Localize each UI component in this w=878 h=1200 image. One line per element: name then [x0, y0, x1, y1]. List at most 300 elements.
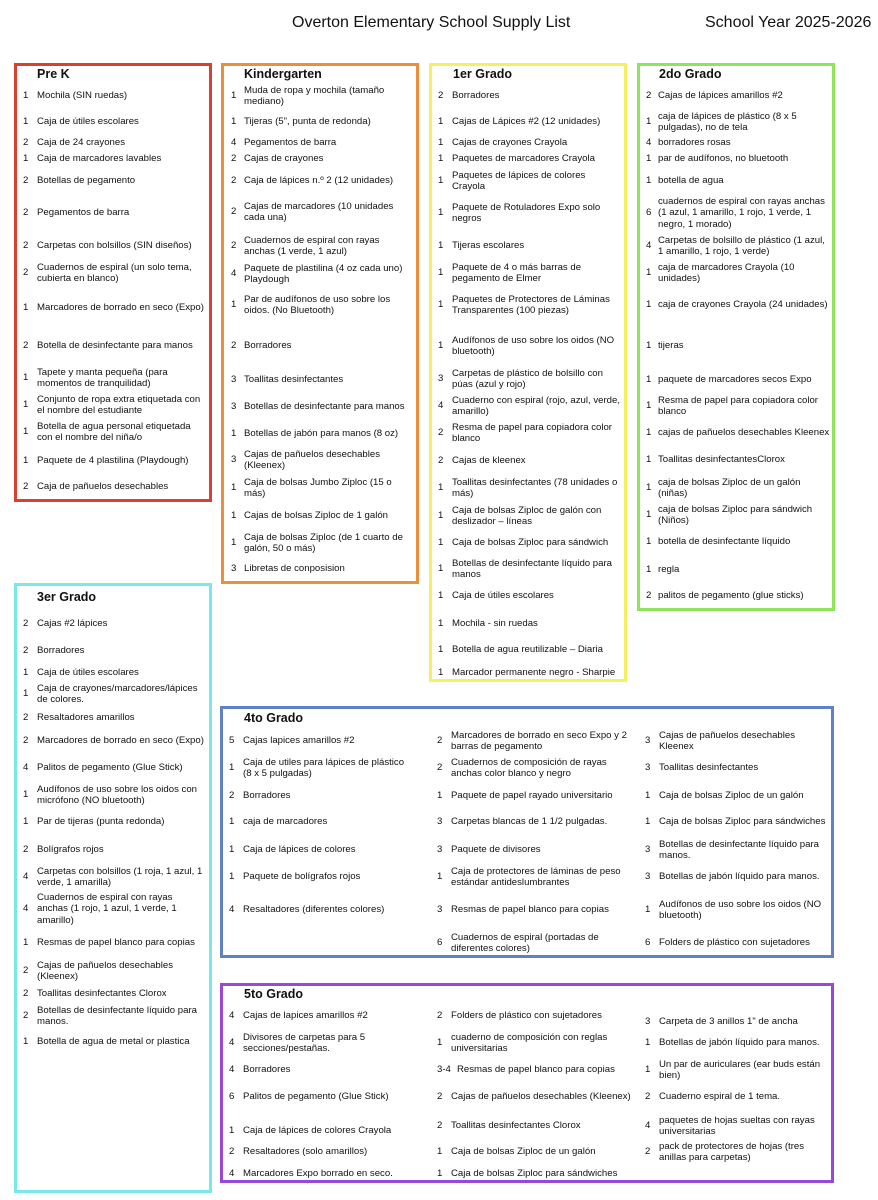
- item-description: Marcadores de borrado en seco (Expo): [37, 735, 204, 747]
- item-description: Resmas de papel blanco para copias: [457, 1064, 615, 1076]
- item-quantity: 2: [437, 1091, 443, 1103]
- item-description: Marcadores Expo borrado en seco.: [243, 1168, 393, 1180]
- item-quantity: 1: [23, 372, 29, 384]
- item-quantity: 4: [229, 1010, 235, 1022]
- item-description: Resaltadores (solo amarillos): [243, 1146, 368, 1158]
- supply-item: [437, 1083, 631, 1111]
- item-quantity: 1: [23, 90, 29, 102]
- item-description: paquetes de hojas sueltas con rayas universitarias: [659, 1114, 815, 1137]
- item-description: Marcadores de borrado en seco Expo y 2 barras de pegamento: [451, 729, 627, 752]
- supply-item: [645, 782, 829, 810]
- item-description: Paquetes de Protectores de Láminas Transparentes (100 piezas): [452, 293, 610, 316]
- supply-item: [646, 446, 830, 474]
- item-quantity: 6: [646, 207, 652, 219]
- item-description: Botellas de jabón líquido para manos.: [659, 871, 820, 883]
- supply-item: [438, 659, 620, 687]
- grade-title-prek: Pre K: [37, 67, 70, 81]
- supply-item: [646, 167, 830, 195]
- item-quantity: 4: [646, 137, 652, 149]
- supply-item: [231, 420, 411, 448]
- item-quantity: 1: [646, 482, 652, 494]
- supply-item: [231, 82, 411, 110]
- item-description: Resmas de papel blanco para copias: [37, 937, 195, 949]
- item-description: caja de lápices de plástico (8 x 5 pulgadas), no de tela: [658, 110, 797, 133]
- supply-item: [231, 393, 411, 421]
- supply-item: [23, 836, 206, 864]
- supply-item: [437, 727, 631, 755]
- supply-item: [646, 366, 830, 394]
- item-quantity: 2: [438, 90, 444, 102]
- item-description: Divisores de carpetas para 5 secciones/pestañas.: [243, 1031, 366, 1054]
- item-description: Cajas de lapices amarillos #2: [243, 1010, 368, 1022]
- supply-item: [231, 332, 411, 360]
- item-quantity: 3: [231, 563, 237, 575]
- item-description: Resmas de papel blanco para copias: [451, 904, 609, 916]
- item-quantity: 4: [229, 1168, 235, 1180]
- item-quantity: 1: [438, 175, 444, 187]
- item-description: Par de tijeras (punta redonda): [37, 816, 165, 828]
- supply-item: [645, 929, 829, 957]
- item-quantity: 1: [645, 790, 651, 802]
- item-description: Caja de bolsas Ziploc para sándwiches: [659, 816, 826, 828]
- item-quantity: 1: [438, 667, 444, 679]
- item-description: tijeras: [658, 340, 684, 352]
- item-quantity: 1: [646, 116, 652, 128]
- item-description: Resaltadores amarillos: [37, 712, 135, 724]
- item-quantity: 2: [229, 790, 235, 802]
- item-description: Caja de lápices de colores: [243, 844, 356, 856]
- item-description: Carpetas de plástico de bolsillo con púas (azul y rojo): [452, 367, 603, 390]
- supply-item: [23, 332, 205, 360]
- supply-item: [437, 896, 631, 924]
- item-quantity: 2: [23, 207, 29, 219]
- supply-item: [229, 727, 413, 755]
- supply-item: [229, 1160, 413, 1188]
- item-description: Botella de agua de metal or plastica: [37, 1036, 190, 1048]
- item-description: Caja de bolsas Ziploc para sándwiches: [451, 1168, 618, 1180]
- item-description: Resma de papel para copiadora color blanco: [452, 421, 612, 444]
- item-quantity: 3: [437, 904, 443, 916]
- item-description: Libretas de conposision: [244, 563, 345, 575]
- item-quantity: 6: [229, 1091, 235, 1103]
- grade-title-grade1: 1er Grado: [453, 67, 513, 81]
- supply-item: [437, 1160, 631, 1188]
- item-quantity: 2: [23, 340, 29, 352]
- supply-item: [646, 528, 830, 556]
- supply-item: [231, 291, 411, 319]
- item-quantity: 3: [231, 374, 237, 386]
- supply-item: [645, 1112, 829, 1140]
- supply-item: [645, 1083, 829, 1111]
- item-quantity: 4: [23, 871, 29, 883]
- item-description: Par de audífonos de uso sobre los oidos. (No Bluetooth): [244, 293, 391, 316]
- item-description: Caja de 24 crayones: [37, 137, 125, 149]
- item-quantity: 4: [23, 762, 29, 774]
- item-quantity: 2: [437, 1010, 443, 1022]
- item-quantity: 3: [437, 816, 443, 828]
- grade-title-grade5: 5to Grado: [244, 987, 304, 1001]
- item-quantity: 1: [437, 790, 443, 802]
- supply-item: [438, 502, 620, 530]
- item-quantity: 1: [229, 871, 235, 883]
- supply-item: [23, 1028, 206, 1056]
- item-quantity: 4: [645, 1120, 651, 1132]
- item-quantity: 2: [645, 1146, 651, 1158]
- item-description: cuadernos de espiral con rayas anchas (1 azul, 1 amarillo, 1 rojo, 1 verde, 1 negro, 1 morado): [658, 195, 825, 230]
- item-quantity: 1: [438, 510, 444, 522]
- item-description: Cajas de pañuelos desechables (Kleenex): [244, 448, 381, 471]
- item-description: Mochila - sin ruedas: [452, 618, 538, 630]
- item-quantity: 1: [437, 871, 443, 883]
- item-description: Cajas de lápices amarillos #2: [658, 90, 783, 102]
- item-description: Paquete de divisores: [451, 844, 541, 856]
- item-quantity: 1: [646, 299, 652, 311]
- item-quantity: 3: [645, 871, 651, 883]
- grade-title-grade3: 3er Grado: [37, 590, 97, 604]
- supply-item: [23, 781, 206, 809]
- supply-item: [23, 473, 205, 501]
- item-description: Cuadernos de composición de rayas anchas color blanco y negro: [451, 756, 607, 779]
- item-quantity: 4: [231, 137, 237, 149]
- item-quantity: 1: [23, 426, 29, 438]
- item-quantity: 1: [438, 537, 444, 549]
- supply-item: [229, 1056, 413, 1084]
- school-year: School Year 2025-2026: [705, 14, 872, 31]
- item-description: paquete de marcadores secos Expo: [658, 374, 812, 386]
- item-description: borradores rosas: [658, 137, 731, 149]
- item-quantity: 1: [23, 688, 29, 700]
- item-quantity: 1: [229, 762, 235, 774]
- item-description: Toallitas desinfectantes Clorox: [37, 988, 167, 1000]
- supply-item: [646, 232, 830, 260]
- item-quantity: 1: [438, 618, 444, 630]
- item-quantity: 2: [229, 1146, 235, 1158]
- item-quantity: 1: [23, 937, 29, 949]
- item-quantity: 1: [646, 153, 652, 165]
- item-description: Cajas de pañuelos desechables Kleenex: [659, 729, 796, 752]
- item-description: Carpetas blancas de 1 1/2 pulgadas.: [451, 816, 608, 828]
- item-description: regla: [658, 564, 680, 576]
- item-quantity: 1: [646, 374, 652, 386]
- item-quantity: 2: [23, 137, 29, 149]
- item-description: Caja de lápices de colores Crayola: [243, 1125, 392, 1137]
- item-quantity: 1: [438, 137, 444, 149]
- item-description: Botella de desinfectante para manos: [37, 340, 193, 352]
- item-description: Caja de bolsas Ziploc de un galón: [659, 790, 804, 802]
- item-quantity: 2: [23, 844, 29, 856]
- supply-item: [23, 808, 206, 836]
- item-description: Borradores: [243, 1064, 291, 1076]
- supply-item: [23, 727, 206, 755]
- item-description: Botella de agua personal etiquetada con el nombre del niña/o: [37, 420, 191, 443]
- item-description: Cuadernos de espiral (portadas de diferentes colores): [451, 931, 599, 954]
- item-quantity: 1: [231, 482, 237, 494]
- item-quantity: 1: [438, 207, 444, 219]
- supply-item: [646, 474, 830, 502]
- supply-item: [229, 1029, 413, 1057]
- item-quantity: 3: [231, 454, 237, 466]
- item-description: Paquete de 4 plastilina (Playdough): [37, 455, 189, 467]
- item-description: botella de desinfectante líquido: [658, 536, 791, 548]
- supply-item: [645, 1029, 829, 1057]
- item-description: Caja de protectores de láminas de peso estándar antideslumbrantes: [451, 865, 621, 888]
- item-quantity: 1: [23, 816, 29, 828]
- supply-item: [23, 929, 206, 957]
- item-quantity: 4: [646, 240, 652, 252]
- item-quantity: 4: [438, 400, 444, 412]
- item-description: Cajas de pañuelos desechables (Kleenex): [37, 959, 174, 982]
- item-description: Caja de bolsas Ziploc de un galón: [451, 1146, 596, 1158]
- item-quantity: 1: [231, 116, 237, 128]
- item-description: Toallitas desinfectantes: [659, 762, 759, 774]
- supply-item: [229, 863, 413, 891]
- item-quantity: 2: [438, 455, 444, 467]
- item-quantity: 1: [645, 816, 651, 828]
- supply-item: [437, 782, 631, 810]
- item-quantity: 1: [437, 1037, 443, 1049]
- item-description: caja de bolsas Ziploc para sándwich (Niños): [658, 503, 813, 526]
- item-description: Toallitas desinfectantes Clorox: [451, 1120, 581, 1132]
- item-quantity: 2: [23, 735, 29, 747]
- supply-item: [438, 232, 620, 260]
- item-description: Resaltadores (diferentes colores): [243, 904, 385, 916]
- item-quantity: 2: [23, 645, 29, 657]
- item-quantity: 1: [229, 1125, 235, 1137]
- item-quantity: 1: [646, 175, 652, 187]
- item-quantity: 2: [23, 1010, 29, 1022]
- item-description: Caja de bolsas Ziploc (de 1 cuarto de galón, 50 o más): [244, 531, 403, 554]
- item-quantity: 1: [23, 153, 29, 165]
- item-description: Caja de útiles escolares: [37, 667, 139, 679]
- supply-item: [438, 610, 620, 638]
- supply-item: [231, 232, 411, 260]
- item-quantity: 3: [645, 735, 651, 747]
- supply-item: [437, 1112, 631, 1140]
- item-quantity: 4: [229, 904, 235, 916]
- item-description: Cajas de pañuelos desechables (Kleenex): [451, 1091, 631, 1103]
- supply-item: [23, 199, 205, 227]
- item-description: Cuaderno con espiral (rojo, azul, verde, amarillo): [452, 394, 620, 417]
- item-quantity: 3: [645, 844, 651, 856]
- item-quantity: 1: [438, 267, 444, 279]
- supply-item: [438, 419, 620, 447]
- supply-item: [438, 82, 620, 110]
- supply-item: [437, 1029, 631, 1057]
- item-description: Caja de utiles para lápices de plástico (8 x 5 pulgadas): [243, 756, 405, 779]
- item-quantity: 6: [645, 937, 651, 949]
- item-quantity: 1: [231, 510, 237, 522]
- item-description: Carpetas de bolsillo de plástico (1 azul, 1 amarillo, 1 rojo, 1 verde): [658, 234, 825, 257]
- item-description: Audífonos de uso sobre los oidos (NO bluetooth): [452, 334, 615, 357]
- item-quantity: 1: [646, 340, 652, 352]
- supply-item: [438, 555, 620, 583]
- item-description: Marcadores de borrado en seco (Expo): [37, 302, 204, 314]
- item-quantity: 2: [231, 175, 237, 187]
- item-description: Resma de papel para copiadora color blanco: [658, 394, 818, 417]
- item-description: Caja de crayones/marcadores/lápices de colores.: [37, 682, 198, 705]
- item-quantity: 2: [231, 340, 237, 352]
- item-description: botella de agua: [658, 175, 724, 187]
- item-quantity: 1: [23, 789, 29, 801]
- supply-item: [23, 167, 205, 195]
- item-quantity: 2: [23, 618, 29, 630]
- item-quantity: 3: [645, 762, 651, 774]
- item-description: Botellas de desinfectante para manos: [244, 401, 405, 413]
- item-quantity: 2: [646, 590, 652, 602]
- grade-title-grade4: 4to Grado: [244, 711, 304, 725]
- item-description: Tijeras (5", punta de redonda): [244, 116, 371, 128]
- supply-item: [23, 259, 205, 287]
- supply-item: [646, 419, 830, 447]
- supply-item: [437, 1002, 631, 1030]
- item-description: Un par de auriculares (ear buds están bien): [659, 1058, 821, 1081]
- supply-item: [646, 392, 830, 420]
- item-description: Toallitas desinfectantes (78 unidades o más): [452, 476, 618, 499]
- supply-item: [437, 929, 631, 957]
- supply-item: [23, 364, 205, 392]
- item-description: Cajas de kleenex: [452, 455, 526, 467]
- item-description: Botellas de pegamento: [37, 175, 136, 187]
- grade-title-grade2: 2do Grado: [659, 67, 722, 81]
- item-description: Paquete de 4 o más barras de pegamento de Elmer: [452, 261, 582, 284]
- supply-item: [438, 582, 620, 610]
- item-description: Borradores: [37, 645, 85, 657]
- item-description: caja de bolsas Ziploc de un galón (niñas): [658, 476, 801, 499]
- supply-item: [229, 782, 413, 810]
- supply-item: [23, 391, 205, 419]
- item-quantity: 1: [437, 1146, 443, 1158]
- item-quantity: 2: [231, 206, 237, 218]
- supply-item: [23, 610, 206, 638]
- item-description: Conjunto de ropa extra etiquetada con el nombre del estudiante: [37, 393, 201, 416]
- item-quantity: 2: [23, 481, 29, 493]
- supply-item: [23, 754, 206, 782]
- supply-item: [229, 808, 413, 836]
- item-description: Paquete de plastilina (4 oz cada uno) Playdough: [244, 262, 403, 285]
- item-description: Cajas #2 lápices: [37, 618, 108, 630]
- item-quantity: 3: [645, 1016, 651, 1028]
- supply-item: [646, 501, 830, 529]
- item-description: caja de marcadores: [243, 816, 328, 828]
- item-description: pack de protectores de hojas (tres anillas para carpetas): [659, 1140, 805, 1163]
- supply-item: [438, 291, 620, 319]
- supply-item: [645, 1138, 829, 1166]
- item-quantity: 2: [231, 240, 237, 252]
- item-description: cajas de pañuelos desechables Kleenex: [658, 427, 830, 439]
- item-quantity: 3: [231, 401, 237, 413]
- item-description: Paquete de papel rayado universitario: [451, 790, 613, 802]
- supply-item: [231, 198, 411, 226]
- item-quantity: 2: [437, 735, 443, 747]
- item-quantity: 1: [438, 482, 444, 494]
- supply-item: [231, 167, 411, 195]
- item-quantity: 2: [23, 240, 29, 252]
- supply-item: [438, 167, 620, 195]
- item-description: Paquete de bolígrafos rojos: [243, 871, 361, 883]
- item-description: Caja de bolsas Ziploc de galón con deslizador – líneas: [452, 504, 602, 527]
- supply-item: [23, 447, 205, 475]
- item-description: Cajas de bolsas Ziploc de 1 galón: [244, 510, 388, 522]
- item-quantity: 1: [646, 400, 652, 412]
- item-description: Botella de agua reutilizable – Diaria: [452, 644, 603, 656]
- supply-item: [23, 232, 205, 260]
- supply-item: [23, 418, 205, 446]
- item-description: Carpeta de 3 anillos 1" de ancha: [659, 1016, 798, 1028]
- item-quantity: 2: [23, 988, 29, 1000]
- supply-item: [437, 836, 631, 864]
- item-quantity: 6: [437, 937, 443, 949]
- item-description: Cajas de crayones Crayola: [452, 137, 568, 149]
- item-description: Tijeras escolares: [452, 240, 525, 252]
- item-description: Pegamentos de barra: [37, 207, 130, 219]
- item-quantity: 4: [229, 1064, 235, 1076]
- item-description: Cuadernos de espiral con rayas anchas (1 rojo, 1 azul, 1 verde, 1 amarillo): [37, 891, 177, 926]
- item-description: Cajas de crayones: [244, 153, 324, 165]
- item-description: Botellas de desinfectante líquido para manos: [452, 557, 613, 580]
- item-quantity: 2: [23, 267, 29, 279]
- item-quantity: 1: [646, 536, 652, 548]
- item-quantity: 1: [437, 1168, 443, 1180]
- item-description: Caja de bolsas Ziploc para sándwich: [452, 537, 609, 549]
- supply-item: [645, 1056, 829, 1084]
- item-quantity: 1: [23, 455, 29, 467]
- item-quantity: 4: [23, 903, 29, 915]
- supply-item: [23, 863, 206, 891]
- item-description: Caja de útiles escolares: [452, 590, 554, 602]
- item-quantity: 5: [229, 735, 235, 747]
- supply-item: [437, 754, 631, 782]
- item-description: Borradores: [244, 340, 292, 352]
- item-description: Audífonos de uso sobre los oidos (NO bluetooth): [659, 898, 822, 921]
- supply-item: [646, 82, 830, 110]
- item-description: Palitos de pegamento (Glue Stick): [243, 1091, 389, 1103]
- supply-item: [646, 291, 830, 319]
- supply-item: [229, 896, 413, 924]
- item-description: caja de marcadores Crayola (10 unidades): [658, 261, 795, 284]
- item-description: Cuadernos de espiral con rayas anchas (1 verde, 1 azul): [244, 234, 380, 257]
- item-description: Marcador permanente negro - Sharpie: [452, 667, 616, 679]
- supply-item: [645, 836, 829, 864]
- item-quantity: 2: [438, 427, 444, 439]
- supply-item: [438, 474, 620, 502]
- supply-item: [229, 836, 413, 864]
- item-description: Pegamentos de barra: [244, 137, 337, 149]
- supply-item: [646, 332, 830, 360]
- supply-item: [646, 195, 830, 230]
- item-description: Bolígrafos rojos: [37, 844, 104, 856]
- supply-item: [231, 529, 411, 557]
- item-quantity: 1: [645, 1037, 651, 1049]
- item-quantity: 1: [646, 564, 652, 576]
- item-description: Palitos de pegamento (Glue Stick): [37, 762, 183, 774]
- item-description: Folders de plástico con sujetadores: [451, 1010, 602, 1022]
- item-quantity: 4: [231, 268, 237, 280]
- item-quantity: 1: [23, 302, 29, 314]
- item-quantity: 1: [646, 509, 652, 521]
- item-description: Borradores: [243, 790, 291, 802]
- item-quantity: 1: [645, 904, 651, 916]
- supply-item: [645, 727, 829, 755]
- supply-item: [231, 446, 411, 474]
- item-description: Mochila (SIN ruedas): [37, 90, 128, 102]
- item-description: Toallitas desinfectantes: [244, 374, 344, 386]
- item-quantity: 4: [229, 1037, 235, 1049]
- item-description: Caja de útiles escolares: [37, 116, 139, 128]
- supply-item: [231, 555, 411, 583]
- item-quantity: 1: [646, 267, 652, 279]
- item-quantity: 2: [646, 90, 652, 102]
- supply-item: [231, 502, 411, 530]
